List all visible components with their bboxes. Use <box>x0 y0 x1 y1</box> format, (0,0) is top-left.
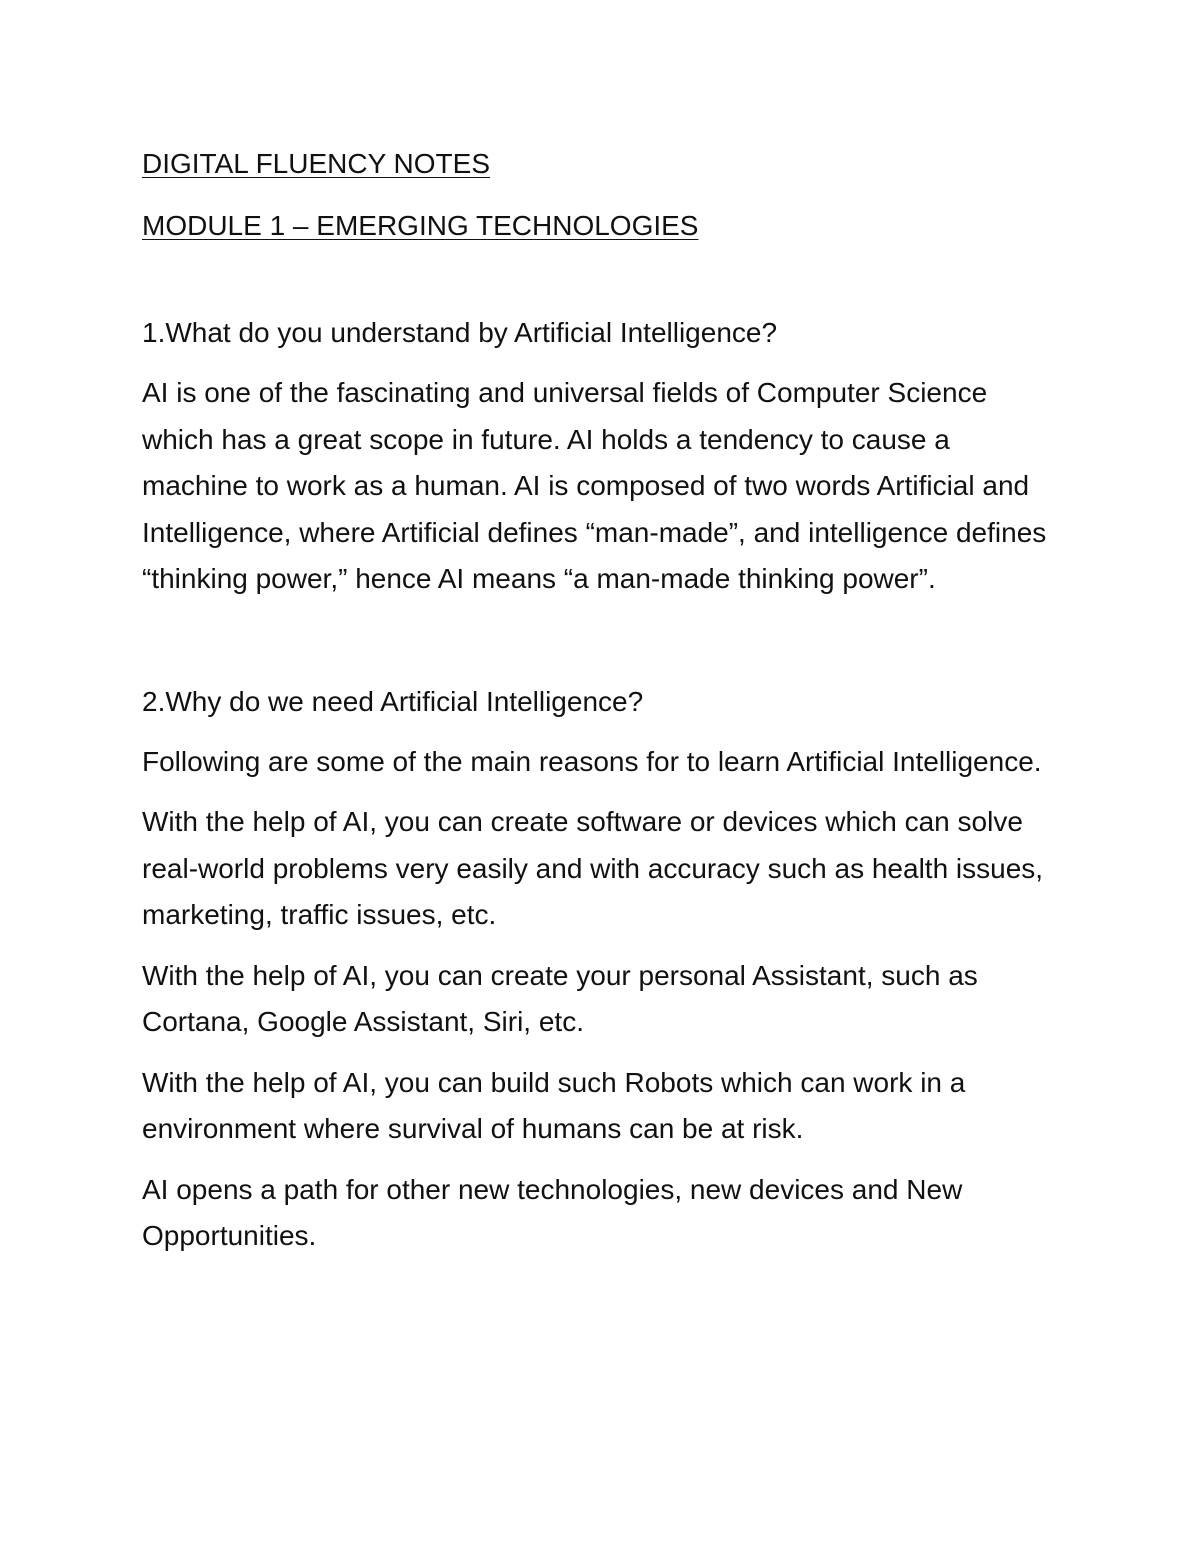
question-1: 1.What do you understand by Artificial Intelligence? <box>142 317 778 348</box>
document-title: DIGITAL FLUENCY NOTES <box>142 148 490 179</box>
answer-2-paragraph-5: AI opens a path for other new technologies, new devices and New Opportunities. <box>142 1173 963 1251</box>
module-title: MODULE 1 – EMERGING TECHNOLOGIES <box>142 210 699 241</box>
answer-2-paragraph-3: With the help of AI, you can create your personal Assistant, such as Cortana, Google Assistant, Siri, etc. <box>142 959 978 1037</box>
answer-2-paragraph-1: Following are some of the main reasons for to learn Artificial Intelligence. <box>142 745 1042 777</box>
answer-2-paragraph-4: With the help of AI, you can build such Robots which can work in a environment where survival of humans can be at risk. <box>142 1066 966 1144</box>
answer-2-paragraph-2: With the help of AI, you can create software or devices which can solve real-world problems very easily and with accuracy such as health issues, marketing, traffic issues, etc. <box>142 806 1044 930</box>
document-body <box>142 142 1052 1260</box>
question-2: 2.Why do we need Artificial Intelligence? <box>142 685 644 717</box>
section-gap <box>142 603 1052 679</box>
spacer <box>142 248 1052 310</box>
answer-1: AI is one of the fascinating and universal fields of Computer Science which has a great scope in future. AI holds a tendency to cause a machine to work as a human. AI is composed of two words Artificial and Intelligence, where Artificial defines “man-made”, and intelligence defines “thinking power,” hence AI means “a man-made thinking power”. <box>142 377 1047 594</box>
